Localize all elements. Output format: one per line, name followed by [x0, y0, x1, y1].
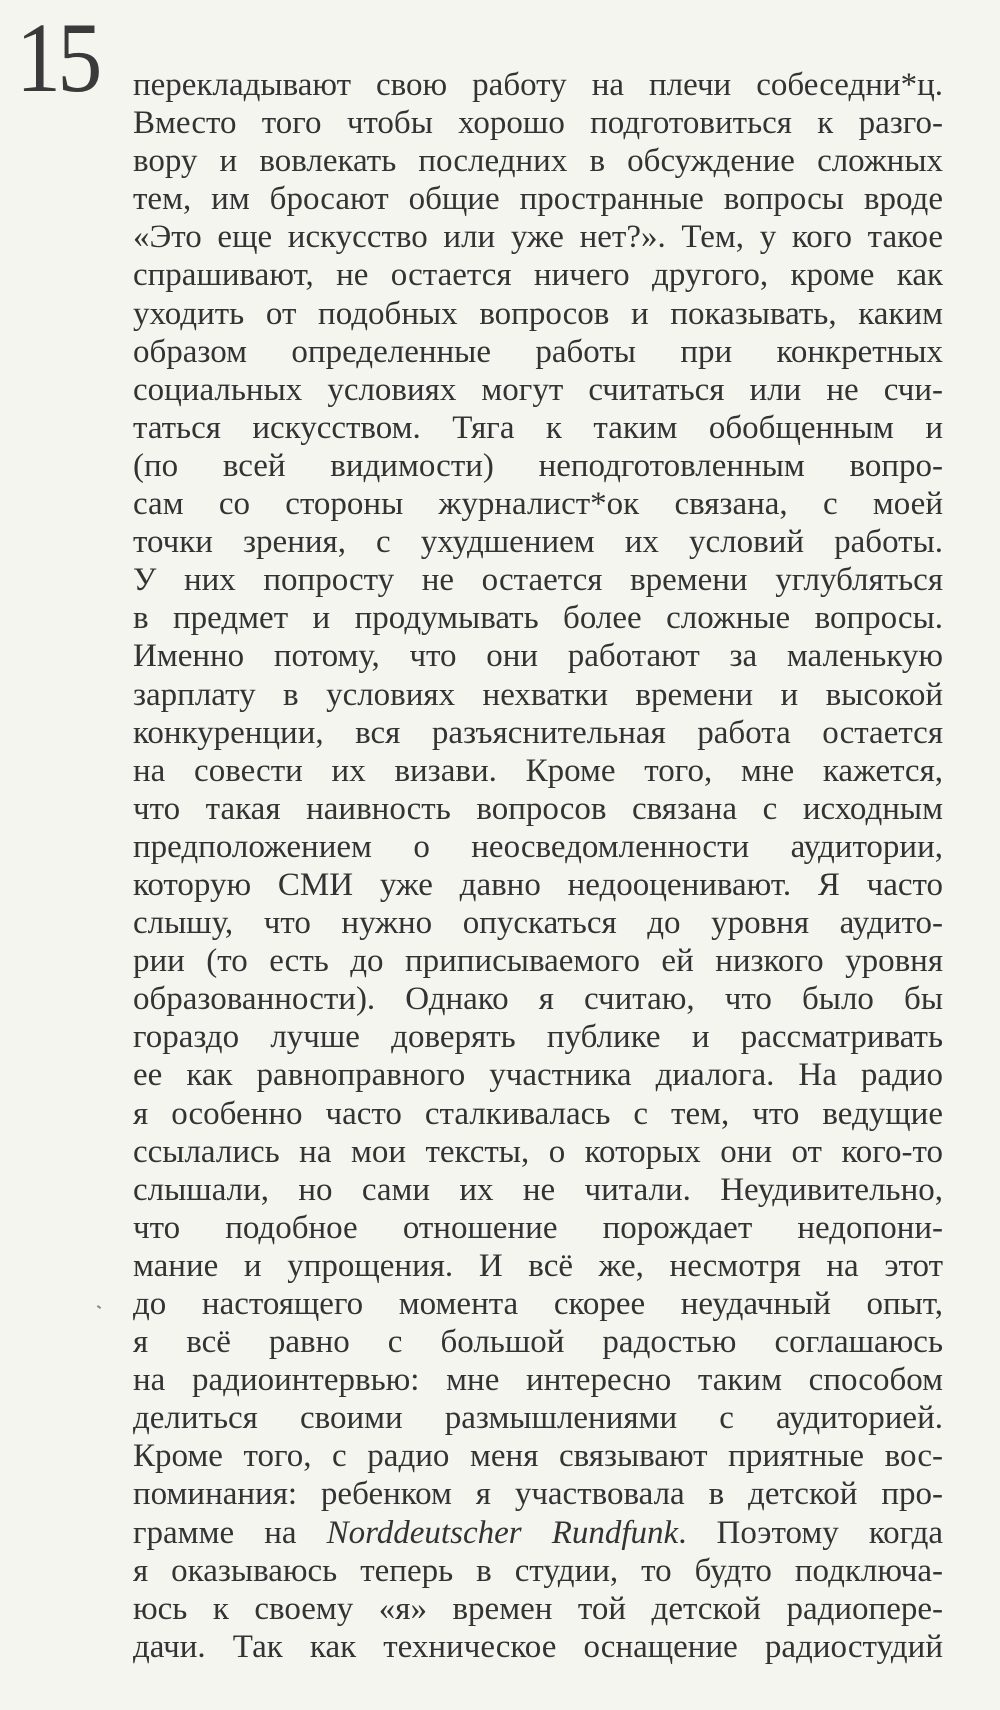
text-line: которую СМИ уже давно недооценивают. Я часто: [133, 866, 943, 903]
text-line: перекладывают свою работу на плечи собеседни*ц.: [133, 67, 943, 103]
print-speck: [97, 1305, 101, 1309]
text-line: дачи. Так как техническое оснащение радиостудий: [133, 1628, 943, 1665]
text-line: образованности). Однако я считаю, что было бы: [133, 981, 943, 1018]
text-line: Кроме того, с радио меня связывают приятные вос-: [133, 1438, 943, 1475]
text-line: [133, 1514, 943, 1552]
text-line: что подобное отношение порождает недопони-: [133, 1209, 943, 1246]
text-line: поминания: ребенком я участвовала в детской про-: [133, 1476, 943, 1513]
text-line: мание и упрощения. И всё же, несмотря на этот: [133, 1247, 943, 1284]
text-line: рии (то есть до приписываемого ей низкого уровня: [133, 943, 943, 980]
text-line: конкуренции, вся разъяснительная работа остается: [133, 714, 943, 751]
text-line: Вместо того чтобы хорошо подготовиться к разго-: [133, 105, 943, 142]
text-line: на радиоинтервью: мне интересно таким способом: [133, 1362, 943, 1399]
body-text: [133, 66, 943, 1666]
text-line: гораздо лучше доверять публике и рассматривать: [133, 1019, 943, 1056]
text-line: вору и вовлекать последних в обсуждение сложных: [133, 143, 943, 180]
radio-station-name: Norddeutscher Rundfunk: [326, 1514, 679, 1551]
page-number: 15: [16, 2, 99, 113]
text-line: предположением о неосведомленности аудитории,: [133, 828, 943, 865]
text-line: У них попросту не остается времени углубляться: [133, 562, 943, 599]
text-line: сам со стороны журналист*ок связана, с моей: [133, 486, 943, 523]
text-line: Именно потому, что они работают за маленькую: [133, 638, 943, 675]
text-line: на совести их визави. Кроме того, мне кажется,: [133, 752, 943, 789]
text-segment: грамме на: [133, 1514, 327, 1551]
text-line: уходить от подобных вопросов и показывать, каким: [133, 295, 943, 332]
text-line: что такая наивность вопросов связана с исходным: [133, 790, 943, 827]
text-line: в предмет и продумывать более сложные вопросы.: [133, 600, 943, 637]
text-line: спрашивают, не остается ничего другого, кроме как: [133, 257, 943, 294]
text-line: зарплату в условиях нехватки времени и высокой: [133, 676, 943, 713]
text-line: юсь к своему «я» времен той детской радиопере-: [133, 1590, 943, 1627]
text-line: я особенно часто сталкивалась с тем, что ведущие: [133, 1095, 943, 1132]
text-line: ссылались на мои тексты, о которых они от кого-то: [133, 1133, 943, 1170]
text-line: я оказываюсь теперь в студии, то будто подключа-: [133, 1552, 943, 1589]
text-line: ее как равноправного участника диалога. На радио: [133, 1057, 943, 1094]
text-segment: . Поэтому когда: [678, 1514, 944, 1551]
text-line: слышу, что нужно опускаться до уровня аудито-: [133, 905, 943, 942]
text-line: делиться своими размышлениями с аудиторией.: [133, 1400, 943, 1437]
text-line: социальных условиях могут считаться или не счи-: [133, 371, 943, 408]
text-line: точки зрения, с ухудшением их условий работы.: [133, 524, 943, 561]
text-line: образом определенные работы при конкретных: [133, 333, 943, 370]
text-line: (по всей видимости) неподготовленным вопро-: [133, 447, 943, 484]
text-line: таться искусством. Тяга к таким обобщенным и: [133, 409, 943, 446]
text-line: «Это еще искусство или уже нет?». Тем, у кого такое: [133, 219, 943, 256]
text-line: слышали, но сами их не читали. Неудивительно,: [133, 1171, 943, 1208]
text-line: я всё равно с большой радостью соглашаюсь: [133, 1324, 943, 1361]
text-line: до настоящего момента скорее неудачный опыт,: [133, 1286, 943, 1322]
text-line: тем, им бросают общие пространные вопросы вроде: [133, 181, 943, 218]
